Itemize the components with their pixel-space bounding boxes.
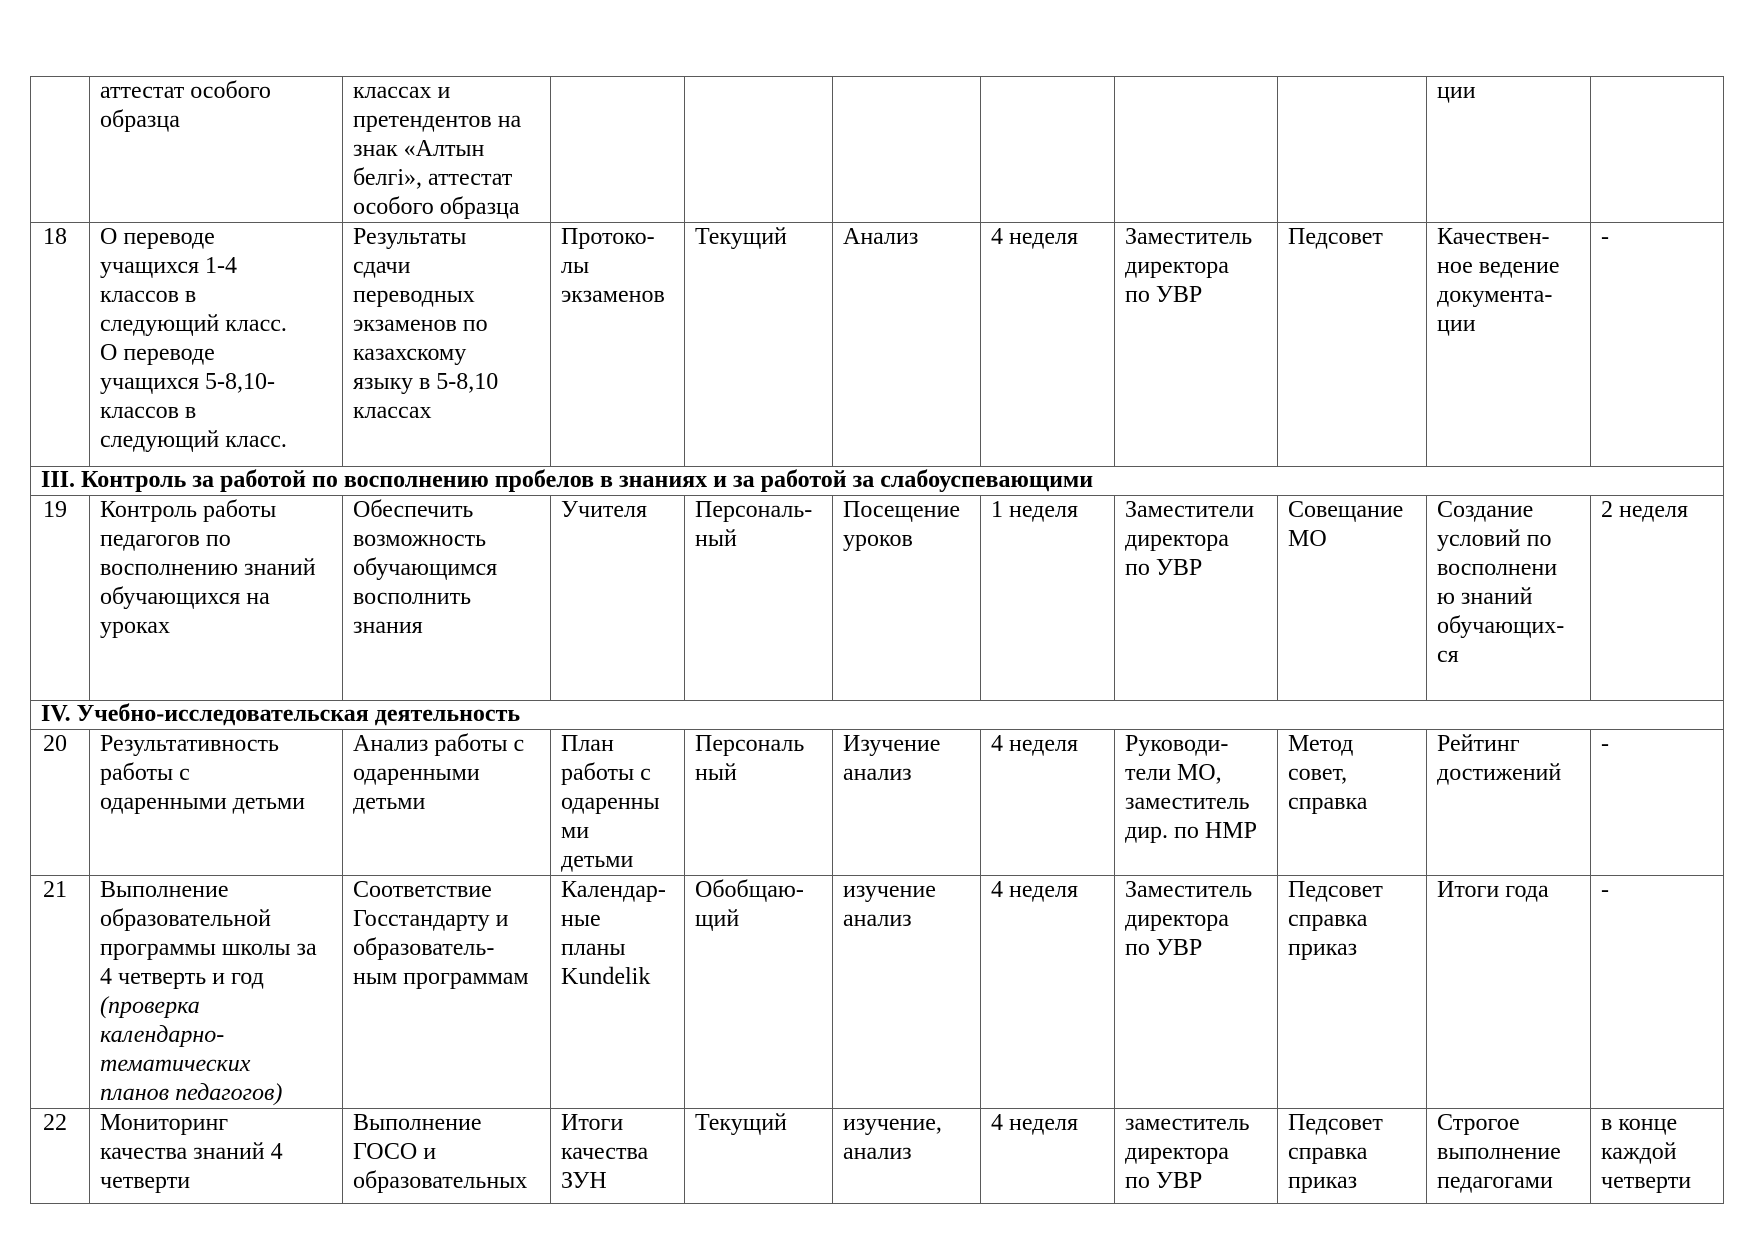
section-row bbox=[31, 467, 1724, 496]
cell-kind bbox=[685, 77, 833, 223]
cell-text: 21 bbox=[43, 877, 67, 903]
cell-text: уроках bbox=[100, 613, 170, 639]
cell-text: ции bbox=[1437, 78, 1476, 104]
cell-text: анализ bbox=[843, 1139, 912, 1165]
cell-text: Изучение bbox=[843, 731, 941, 757]
cell-text: справка bbox=[1288, 906, 1368, 932]
cell-text: выполнение bbox=[1437, 1139, 1561, 1165]
section-heading: III. Контроль за работой по восполнению пробелов в знаниях и за работой за слабоуспевающими bbox=[31, 467, 1724, 496]
cell-text: 2 неделя bbox=[1601, 497, 1689, 523]
cell-text: Выполнение bbox=[353, 1110, 482, 1136]
cell-goal bbox=[343, 730, 551, 876]
table-row bbox=[31, 876, 1724, 1109]
cell-text: экзаменов по bbox=[353, 311, 488, 337]
cell-text: заместитель bbox=[1125, 1110, 1250, 1136]
cell-text: приказ bbox=[1288, 1168, 1358, 1194]
cell-text: знак «Алтын bbox=[353, 136, 485, 162]
cell-text: образовательной bbox=[100, 906, 271, 932]
cell-text: классах bbox=[353, 398, 432, 424]
cell-text: 4 неделя bbox=[991, 224, 1079, 250]
cell-text: Метод bbox=[1288, 731, 1354, 757]
cell-text: учащихся 1-4 bbox=[100, 253, 238, 279]
cell-text: Создание bbox=[1437, 497, 1534, 523]
italic-note: тематических bbox=[100, 1051, 251, 1077]
cell-text: переводных bbox=[353, 282, 475, 308]
cell-method bbox=[833, 876, 981, 1109]
table-row bbox=[31, 1109, 1724, 1204]
cell-text: документа- bbox=[1437, 282, 1553, 308]
cell-responsible bbox=[1115, 730, 1278, 876]
cell-method bbox=[833, 496, 981, 701]
cell-text: по УВР bbox=[1125, 935, 1203, 961]
cell-deadline bbox=[981, 1109, 1115, 1204]
cell-text: ное ведение bbox=[1437, 253, 1560, 279]
cell-text: О переводе bbox=[100, 340, 215, 366]
cell-text: по УВР bbox=[1125, 282, 1203, 308]
cell-object bbox=[551, 1109, 685, 1204]
cell-text: Текущий bbox=[695, 1110, 787, 1136]
cell-text: 4 неделя bbox=[991, 1110, 1079, 1136]
cell-text: Посещение bbox=[843, 497, 960, 523]
cell-text: Заместители bbox=[1125, 497, 1255, 523]
cell-text: ЗУН bbox=[561, 1168, 607, 1194]
cell-repeat-control bbox=[1591, 1109, 1724, 1204]
cell-text: 4 неделя bbox=[991, 731, 1079, 757]
cell-text: Персональ bbox=[695, 731, 805, 757]
cell-text: белгі», аттестат bbox=[353, 165, 513, 191]
table-row bbox=[31, 730, 1724, 876]
cell-text: одаренными bbox=[353, 760, 480, 786]
cell-text: возможность bbox=[353, 526, 487, 552]
cell-text: Анализ работы с bbox=[353, 731, 525, 757]
cell-content bbox=[90, 876, 343, 1109]
section-row bbox=[31, 701, 1724, 730]
cell-text: справка bbox=[1288, 789, 1368, 815]
cell-content bbox=[90, 1109, 343, 1204]
cell-text: ным программам bbox=[353, 964, 529, 990]
cell-text: в конце bbox=[1601, 1110, 1678, 1136]
cell-text: четверти bbox=[100, 1168, 191, 1194]
cell-text: ный bbox=[695, 760, 737, 786]
cell-responsible bbox=[1115, 223, 1278, 467]
cell-object bbox=[551, 77, 685, 223]
plan-table bbox=[30, 76, 1724, 1204]
cell-text: Строгое bbox=[1437, 1110, 1520, 1136]
cell-text: каждой bbox=[1601, 1139, 1677, 1165]
cell-text: сдачи bbox=[353, 253, 411, 279]
cell-text: качества знаний 4 bbox=[100, 1139, 283, 1165]
cell-text: Текущий bbox=[695, 224, 787, 250]
cell-kind bbox=[685, 876, 833, 1109]
cell-text: знания bbox=[353, 613, 423, 639]
cell-repeat-control bbox=[1591, 223, 1724, 467]
cell-text: педагогами bbox=[1437, 1168, 1553, 1194]
cell-text: - bbox=[1601, 224, 1609, 250]
cell-text: 22 bbox=[43, 1110, 67, 1136]
cell-method bbox=[833, 1109, 981, 1204]
cell-text: языку в 5-8,10 bbox=[353, 369, 499, 395]
cell-text: обучающихся на bbox=[100, 584, 270, 610]
cell-text: Заместитель bbox=[1125, 877, 1253, 903]
cell-repeat-control bbox=[1591, 876, 1724, 1109]
cell-content bbox=[90, 496, 343, 701]
cell-method bbox=[833, 223, 981, 467]
cell-text: - bbox=[1601, 731, 1609, 757]
cell-text: Рейтинг bbox=[1437, 731, 1520, 757]
cell-text: ю знаний bbox=[1437, 584, 1533, 610]
cell-review-place bbox=[1278, 730, 1427, 876]
cell-text: казахскому bbox=[353, 340, 467, 366]
cell-text: классов в bbox=[100, 398, 197, 424]
cell-text: Итоги года bbox=[1437, 877, 1549, 903]
cell-text: четверти bbox=[1601, 1168, 1692, 1194]
cell-object bbox=[551, 876, 685, 1109]
italic-note: планов педагогов) bbox=[100, 1080, 283, 1106]
cell-text: Результативность bbox=[100, 731, 279, 757]
section-heading: IV. Учебно-исследовательская деятельность bbox=[31, 701, 1724, 730]
cell-text: классах и bbox=[353, 78, 451, 104]
cell-text: претендентов на bbox=[353, 107, 522, 133]
cell-text: щий bbox=[695, 906, 740, 932]
cell-text: лы bbox=[561, 253, 590, 279]
cell-text: ный bbox=[695, 526, 737, 552]
cell-text: директора bbox=[1125, 526, 1229, 552]
cell-review-place bbox=[1278, 223, 1427, 467]
cell-text: ГОСО и bbox=[353, 1139, 437, 1165]
cell-text: следующий класс. bbox=[100, 427, 287, 453]
cell-result bbox=[1427, 77, 1591, 223]
cell-text: совет, bbox=[1288, 760, 1348, 786]
cell-text: 19 bbox=[43, 497, 67, 523]
cell-text: 1 неделя bbox=[991, 497, 1079, 523]
cell-text: Мониторинг bbox=[100, 1110, 229, 1136]
cell-deadline bbox=[981, 223, 1115, 467]
cell-text: работы с bbox=[561, 760, 651, 786]
cell-text: Итоги bbox=[561, 1110, 624, 1136]
cell-result bbox=[1427, 876, 1591, 1109]
cell-goal bbox=[343, 876, 551, 1109]
cell-text: образовательных bbox=[353, 1168, 528, 1194]
cell-review-place bbox=[1278, 496, 1427, 701]
cell-text: восполнени bbox=[1437, 555, 1558, 581]
cell-text: директора bbox=[1125, 1139, 1229, 1165]
cell-text: Контроль работы bbox=[100, 497, 277, 523]
cell-text: одаренны bbox=[561, 789, 660, 815]
cell-text: МО bbox=[1288, 526, 1327, 552]
cell-goal bbox=[343, 496, 551, 701]
cell-review-place bbox=[1278, 77, 1427, 223]
cell-text: Совещание bbox=[1288, 497, 1404, 523]
cell-text: Педсовет bbox=[1288, 877, 1383, 903]
cell-text: качества bbox=[561, 1139, 649, 1165]
cell-text: Выполнение bbox=[100, 877, 229, 903]
cell-review-place bbox=[1278, 1109, 1427, 1204]
cell-text: Заместитель bbox=[1125, 224, 1253, 250]
cell-text: приказ bbox=[1288, 935, 1358, 961]
cell-text: Педсовет bbox=[1288, 1110, 1383, 1136]
cell-text: условий по bbox=[1437, 526, 1552, 552]
cell-kind bbox=[685, 496, 833, 701]
cell-text: Госстандарту и bbox=[353, 906, 509, 932]
cell-kind bbox=[685, 1109, 833, 1204]
cell-text: аттестат особого bbox=[100, 78, 271, 104]
italic-note: календарно- bbox=[100, 1022, 225, 1048]
cell-text: ные bbox=[561, 906, 601, 932]
cell-text: учащихся 5-8,10- bbox=[100, 369, 276, 395]
cell-text: одаренными детьми bbox=[100, 789, 305, 815]
cell-number bbox=[31, 223, 90, 467]
cell-text: Учителя bbox=[561, 497, 648, 523]
cell-text: 20 bbox=[43, 731, 67, 757]
cell-text: восполнить bbox=[353, 584, 472, 610]
cell-text: экзаменов bbox=[561, 282, 665, 308]
cell-text: 4 неделя bbox=[991, 877, 1079, 903]
cell-goal bbox=[343, 77, 551, 223]
cell-text: Качествен- bbox=[1437, 224, 1550, 250]
cell-content bbox=[90, 223, 343, 467]
cell-number bbox=[31, 77, 90, 223]
cell-text: 18 bbox=[43, 224, 67, 250]
cell-result bbox=[1427, 223, 1591, 467]
cell-number bbox=[31, 876, 90, 1109]
cell-content bbox=[90, 730, 343, 876]
cell-repeat-control bbox=[1591, 730, 1724, 876]
cell-text: Обобщаю- bbox=[695, 877, 804, 903]
cell-number bbox=[31, 496, 90, 701]
cell-text: классов в bbox=[100, 282, 197, 308]
cell-text: Руководи- bbox=[1125, 731, 1229, 757]
cell-text: анализ bbox=[843, 906, 912, 932]
cell-text: ся bbox=[1437, 642, 1459, 668]
cell-goal bbox=[343, 223, 551, 467]
cell-number bbox=[31, 1109, 90, 1204]
cell-responsible bbox=[1115, 496, 1278, 701]
cell-responsible bbox=[1115, 1109, 1278, 1204]
cell-text: О переводе bbox=[100, 224, 215, 250]
cell-deadline bbox=[981, 730, 1115, 876]
cell-number bbox=[31, 730, 90, 876]
cell-text: ции bbox=[1437, 311, 1476, 337]
cell-review-place bbox=[1278, 876, 1427, 1109]
cell-repeat-control bbox=[1591, 77, 1724, 223]
cell-text: - bbox=[1601, 877, 1609, 903]
cell-content bbox=[90, 77, 343, 223]
cell-text: Анализ bbox=[843, 224, 919, 250]
cell-method bbox=[833, 77, 981, 223]
cell-result bbox=[1427, 730, 1591, 876]
cell-text: директора bbox=[1125, 906, 1229, 932]
cell-text: следующий класс. bbox=[100, 311, 287, 337]
cell-deadline bbox=[981, 77, 1115, 223]
cell-text: работы с bbox=[100, 760, 190, 786]
cell-text: Персональ- bbox=[695, 497, 813, 523]
cell-text: особого образца bbox=[353, 194, 520, 220]
cell-text: Соответствие bbox=[353, 877, 492, 903]
cell-kind bbox=[685, 730, 833, 876]
cell-text: заместитель bbox=[1125, 789, 1250, 815]
cell-repeat-control bbox=[1591, 496, 1724, 701]
cell-text: Педсовет bbox=[1288, 224, 1383, 250]
cell-text: педагогов по bbox=[100, 526, 231, 552]
cell-text: по УВР bbox=[1125, 1168, 1203, 1194]
cell-text: справка bbox=[1288, 1139, 1368, 1165]
cell-kind bbox=[685, 223, 833, 467]
cell-text: изучение bbox=[843, 877, 936, 903]
cell-object bbox=[551, 730, 685, 876]
cell-deadline bbox=[981, 876, 1115, 1109]
cell-text: План bbox=[561, 731, 614, 757]
cell-text: Результаты bbox=[353, 224, 467, 250]
cell-text: дир. по НМР bbox=[1125, 818, 1257, 844]
cell-text: Календар- bbox=[561, 877, 666, 903]
cell-text: образователь- bbox=[353, 935, 495, 961]
cell-text: изучение, bbox=[843, 1110, 942, 1136]
cell-text: достижений bbox=[1437, 760, 1562, 786]
cell-text: восполнению знаний bbox=[100, 555, 316, 581]
table-body bbox=[31, 77, 1724, 1204]
cell-text: ми bbox=[561, 818, 590, 844]
cell-text: тели МО, bbox=[1125, 760, 1222, 786]
cell-text: Обеспечить bbox=[353, 497, 474, 523]
cell-text: программы школы за bbox=[100, 935, 317, 961]
cell-object bbox=[551, 496, 685, 701]
cell-object bbox=[551, 223, 685, 467]
cell-text: обучающих- bbox=[1437, 613, 1565, 639]
cell-responsible bbox=[1115, 77, 1278, 223]
cell-text: 4 четверть и год bbox=[100, 964, 264, 990]
table-row bbox=[31, 496, 1724, 701]
cell-text: образца bbox=[100, 107, 180, 133]
cell-method bbox=[833, 730, 981, 876]
cell-text: Kundelik bbox=[561, 964, 651, 990]
table-row bbox=[31, 223, 1724, 467]
cell-goal bbox=[343, 1109, 551, 1204]
cell-responsible bbox=[1115, 876, 1278, 1109]
cell-text: детьми bbox=[353, 789, 426, 815]
cell-text: по УВР bbox=[1125, 555, 1203, 581]
cell-text: планы bbox=[561, 935, 626, 961]
italic-note: (проверка bbox=[100, 993, 200, 1019]
cell-text: детьми bbox=[561, 847, 634, 873]
cell-text: анализ bbox=[843, 760, 912, 786]
cell-text: обучающимся bbox=[353, 555, 498, 581]
cell-text: уроков bbox=[843, 526, 913, 552]
table-row bbox=[31, 77, 1724, 223]
cell-deadline bbox=[981, 496, 1115, 701]
cell-text: директора bbox=[1125, 253, 1229, 279]
cell-result bbox=[1427, 496, 1591, 701]
cell-text: Протоко- bbox=[561, 224, 655, 250]
cell-result bbox=[1427, 1109, 1591, 1204]
